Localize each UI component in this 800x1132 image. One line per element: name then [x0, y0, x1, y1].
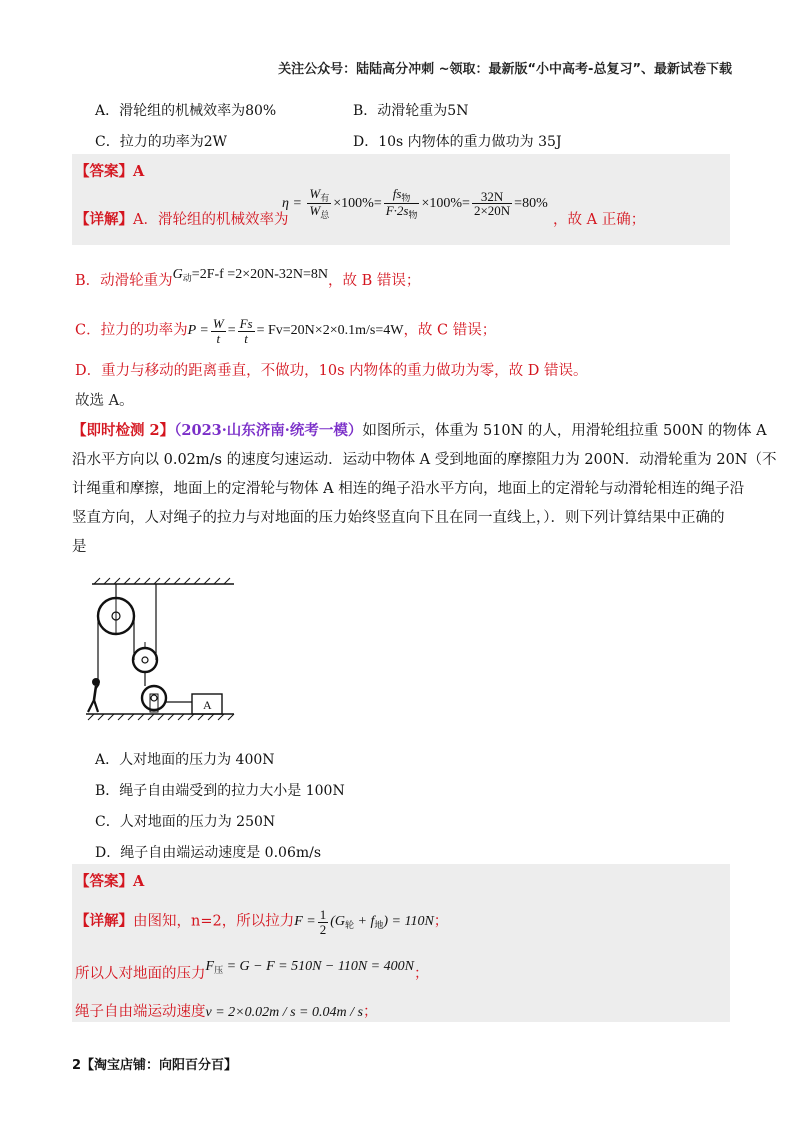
- pulley-system-figure: [84, 576, 244, 728]
- frac-fs: [384, 187, 420, 221]
- q1-b-tail: ，故 B 错误；: [327, 273, 421, 289]
- w-you: W: [309, 186, 321, 201]
- q2-detail-text: 由图知，n=2，所以拉力: [133, 913, 295, 930]
- f2s: F·2s: [385, 203, 409, 219]
- w-zong-sub: 总: [320, 210, 330, 221]
- p-w: W: [212, 316, 224, 331]
- q1-c-text: C．拉力的功率为: [75, 322, 188, 339]
- den-2x20n: 2×20N: [473, 203, 511, 219]
- q2-detail-line1: [75, 908, 448, 936]
- w-zong: W: [309, 203, 321, 219]
- frac-half: [318, 908, 329, 936]
- q1-detail-a-text: A．滑轮组的机械效率为: [133, 212, 289, 228]
- q2-stem-line3: 计绳重和摩擦，地面上的定滑轮与物体 A 相连的绳子沿水平方向，地面上的定滑轮与动滑轮相连的绳子沿: [72, 481, 745, 497]
- q1-line-c: C．拉力的功率为P = $\frac{W}{t}$ = $\frac{Fs}{t}$ = Fv=20N×2×0.1m/s=4W，故 C 错误；: [75, 316, 497, 346]
- p-fs: Fs: [239, 316, 253, 331]
- eta-symbol: η =: [282, 196, 302, 212]
- f-paren-sub1: 轮: [345, 920, 355, 931]
- p-t2: t: [244, 330, 248, 346]
- q1-option-d: D．10s 内物体的重力做功为 35J: [353, 134, 562, 150]
- q1-conclusion: 故选 A。: [75, 393, 134, 409]
- fpress: F: [205, 959, 215, 974]
- q1-c-tail: ，故 C 错误；: [403, 322, 497, 339]
- q2-option-c: C．人对地面的压力为 250N: [95, 814, 276, 830]
- fs-sub: 物: [401, 193, 411, 203]
- q1-answer: 【答案】A: [75, 163, 145, 180]
- f2s-sub: 物: [408, 210, 418, 221]
- w-you-sub: 有: [320, 193, 330, 203]
- q1-detail-line: [75, 208, 288, 229]
- q1-b-text: B．动滑轮重为: [75, 273, 173, 289]
- q1-option-a: A．滑轮组的机械效率为80%: [95, 103, 277, 119]
- frac-p-wt: [211, 317, 226, 345]
- q2-option-d: D．绳子自由端运动速度是 0.06m/s: [95, 845, 322, 861]
- q2-answer-band: [72, 864, 730, 1022]
- q2-stem: [72, 416, 777, 562]
- f-close: ) = 110N: [383, 914, 434, 930]
- q2-line2-tail: ；: [413, 966, 429, 982]
- times-100b: ×100%=: [421, 196, 470, 212]
- page-header: 关注公众号：陆陆高分冲刺 ~领取：最新版“小中高考-总复习”、最新试卷下载: [278, 62, 732, 77]
- q2-answer: 【答案】A: [75, 873, 145, 890]
- fpress-rest: = G − F = 510N − 110N = 400N: [223, 959, 414, 974]
- q2-detail-line3: [75, 1000, 377, 1021]
- q2-stem-line2: 沿水平方向以 0.02m/s 的速度匀速运动．运动中物体 A 受到地面的摩擦阻力为 200N．动滑轮重为 20N（不: [72, 452, 777, 468]
- q2-line2-text: 所以人对地面的压力: [75, 966, 206, 982]
- q2-option-a: A．人对地面的压力为 400N: [95, 752, 275, 768]
- num-32n: 32N: [472, 190, 512, 205]
- q1-line-b: [75, 269, 420, 291]
- q2-tag: 【即时检测 2】: [72, 422, 175, 439]
- frac-values: [472, 190, 512, 218]
- q2-line3-text: 绳子自由端运动速度: [75, 1004, 206, 1020]
- q2-detail-line2: [75, 959, 429, 984]
- fs: fs: [392, 186, 402, 201]
- p-eq: P =: [187, 323, 209, 339]
- q2-line3-tail: ；: [362, 1004, 378, 1020]
- fpress-sub: 压: [214, 965, 224, 975]
- g-move-sub: 动: [182, 273, 192, 283]
- half-den: 2: [319, 921, 327, 937]
- f-paren: (G: [330, 914, 345, 930]
- q2-stem-line5: 是: [72, 539, 87, 555]
- q1-detail-a-tail: ，故 A 正确；: [553, 212, 646, 228]
- frac-p-fst: [238, 317, 255, 345]
- eq-80: =80%: [514, 196, 548, 212]
- box-a-label: A: [203, 698, 212, 712]
- frac-w-ratio: [307, 187, 331, 221]
- p-rest: = Fv=20N×2×0.1m/s=4W: [256, 323, 404, 339]
- f-eq: F =: [294, 914, 316, 930]
- q1-option-c: C．拉力的功率为2W: [95, 134, 228, 150]
- q2-detail-label: 【详解】: [75, 912, 133, 930]
- v-eq: v = 2×0.02m / s = 0.04m / s: [205, 1005, 363, 1020]
- q2-detail-tail: ；: [433, 913, 449, 930]
- q2-option-b: B．绳子自由端受到的拉力大小是 100N: [95, 783, 345, 799]
- g-move-rest: =2F-f =2×20N-32N=8N: [191, 267, 328, 282]
- q1-option-b: B．动滑轮重为5N: [353, 103, 469, 119]
- q2-source: （2023·山东济南·统考一模）: [174, 422, 363, 439]
- q2-stem-line4: 竖直方向，人对绳子的拉力与对地面的压力始终竖直向下且在同一直线上，）．则下列计算结果中正确的: [72, 510, 725, 526]
- q1-detail-label: 【详解】: [75, 211, 133, 228]
- half-num: 1: [319, 907, 327, 922]
- g-move: G: [172, 267, 183, 282]
- f-paren-sub2: 地: [374, 920, 384, 931]
- f-plus: + f: [354, 914, 375, 930]
- q1-line-d: D．重力与移动的距离垂直，不做功，10s 内物体的重力做功为零，故 D 错误。: [75, 363, 588, 379]
- page-footer: 2【淘宝店铺：向阳百分百】: [72, 1058, 238, 1073]
- times-100: ×100%=: [333, 196, 382, 212]
- q1-efficiency-formula: [282, 187, 548, 221]
- p-t: t: [216, 330, 221, 346]
- q2-stem-line1: 如图所示，体重为 510N 的人，用滑轮组拉重 500N 的物体 A: [362, 423, 767, 439]
